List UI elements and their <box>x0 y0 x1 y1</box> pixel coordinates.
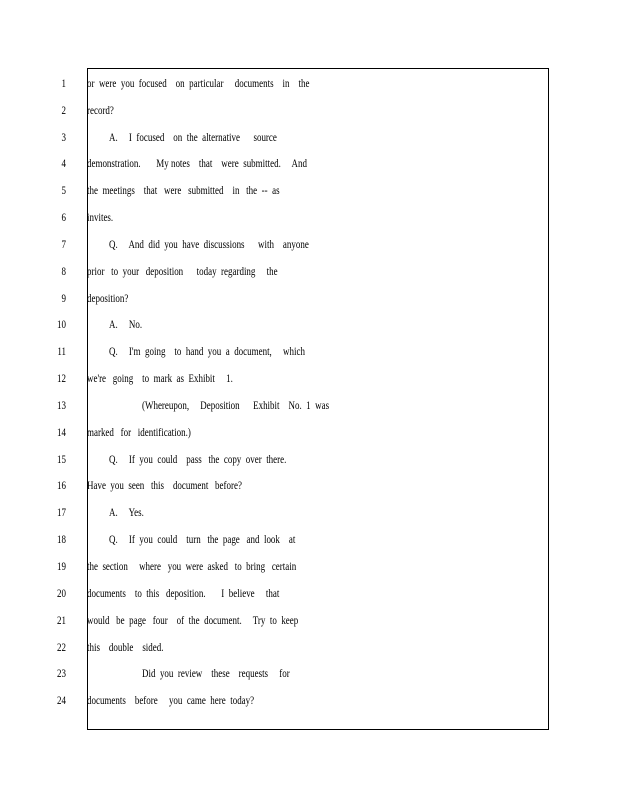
transcript-line <box>0 585 618 603</box>
line-text: A. Yes. <box>109 507 144 519</box>
line-number: 16 <box>57 480 66 492</box>
line-text: Did you review these requests for <box>142 668 290 680</box>
line-number: 11 <box>57 346 66 358</box>
line-text: the section where you were asked to bring certain <box>87 561 297 573</box>
transcript-line <box>0 692 618 710</box>
transcript-line <box>0 102 618 120</box>
line-number: 10 <box>57 319 66 331</box>
line-number: 21 <box>57 615 66 627</box>
transcript-line <box>0 316 618 334</box>
line-text: the meetings that were submitted in the -- as <box>87 185 280 197</box>
line-number: 22 <box>57 642 66 654</box>
line-text: demonstration. My notes that were submitted. And <box>87 158 307 170</box>
line-number: 14 <box>57 427 66 439</box>
line-text: Q. If you could turn the page and look at <box>109 534 296 546</box>
transcript-line <box>0 263 618 281</box>
line-number: 24 <box>57 695 66 707</box>
transcript-line <box>0 290 618 308</box>
line-text: this double sided. <box>87 642 164 654</box>
transcript-line <box>0 531 618 549</box>
line-number: 13 <box>57 400 66 412</box>
line-number: 15 <box>57 454 66 466</box>
transcript-line <box>0 639 618 657</box>
line-text: record? <box>87 105 114 117</box>
line-number: 19 <box>57 561 66 573</box>
transcript-line <box>0 236 618 254</box>
line-text: would be page four of the document. Try to keep <box>87 615 299 627</box>
line-text: deposition? <box>87 293 129 305</box>
line-text: marked for identification.) <box>87 427 191 439</box>
transcript-line <box>0 424 618 442</box>
transcript-line <box>0 343 618 361</box>
transcript-line <box>0 182 618 200</box>
line-number: 12 <box>57 373 66 385</box>
line-text: Q. And did you have discussions with anyone <box>109 239 309 251</box>
transcript-line <box>0 451 618 469</box>
line-number: 4 <box>61 158 66 170</box>
line-number: 18 <box>57 534 66 546</box>
line-text: Have you seen this document before? <box>87 480 242 492</box>
transcript-line <box>0 558 618 576</box>
transcript-line <box>0 477 618 495</box>
line-number: 20 <box>57 588 66 600</box>
line-number: 3 <box>61 132 66 144</box>
line-text: (Whereupon, Deposition Exhibit No. 1 was <box>142 400 330 412</box>
line-text: A. I focused on the alternative source <box>109 132 277 144</box>
line-number: 2 <box>61 105 66 117</box>
transcript-line <box>0 209 618 227</box>
transcript-line <box>0 370 618 388</box>
transcript-line <box>0 665 618 683</box>
transcript-line <box>0 129 618 147</box>
line-text: or were you focused on particular documents in the <box>87 78 310 90</box>
line-text: we're going to mark as Exhibit 1. <box>87 373 233 385</box>
line-text: A. No. <box>109 319 143 331</box>
line-text: Q. If you could pass the copy over there. <box>109 454 287 466</box>
line-text: prior to your deposition today regarding the <box>87 266 278 278</box>
transcript-line <box>0 612 618 630</box>
transcript-line <box>0 504 618 522</box>
line-number: 7 <box>61 239 66 251</box>
line-number: 6 <box>61 212 66 224</box>
line-number: 5 <box>61 185 66 197</box>
line-number: 1 <box>61 78 66 90</box>
transcript-line <box>0 155 618 173</box>
line-number: 8 <box>61 266 66 278</box>
transcript-line <box>0 397 618 415</box>
transcript-line <box>0 75 618 93</box>
line-text: Q. I'm going to hand you a document, which <box>109 346 305 358</box>
line-text: invites. <box>87 212 114 224</box>
line-text: documents to this deposition. I believe that <box>87 588 280 600</box>
line-number: 17 <box>57 507 66 519</box>
line-number: 23 <box>57 668 66 680</box>
line-number: 9 <box>61 293 66 305</box>
line-text: documents before you came here today? <box>87 695 255 707</box>
